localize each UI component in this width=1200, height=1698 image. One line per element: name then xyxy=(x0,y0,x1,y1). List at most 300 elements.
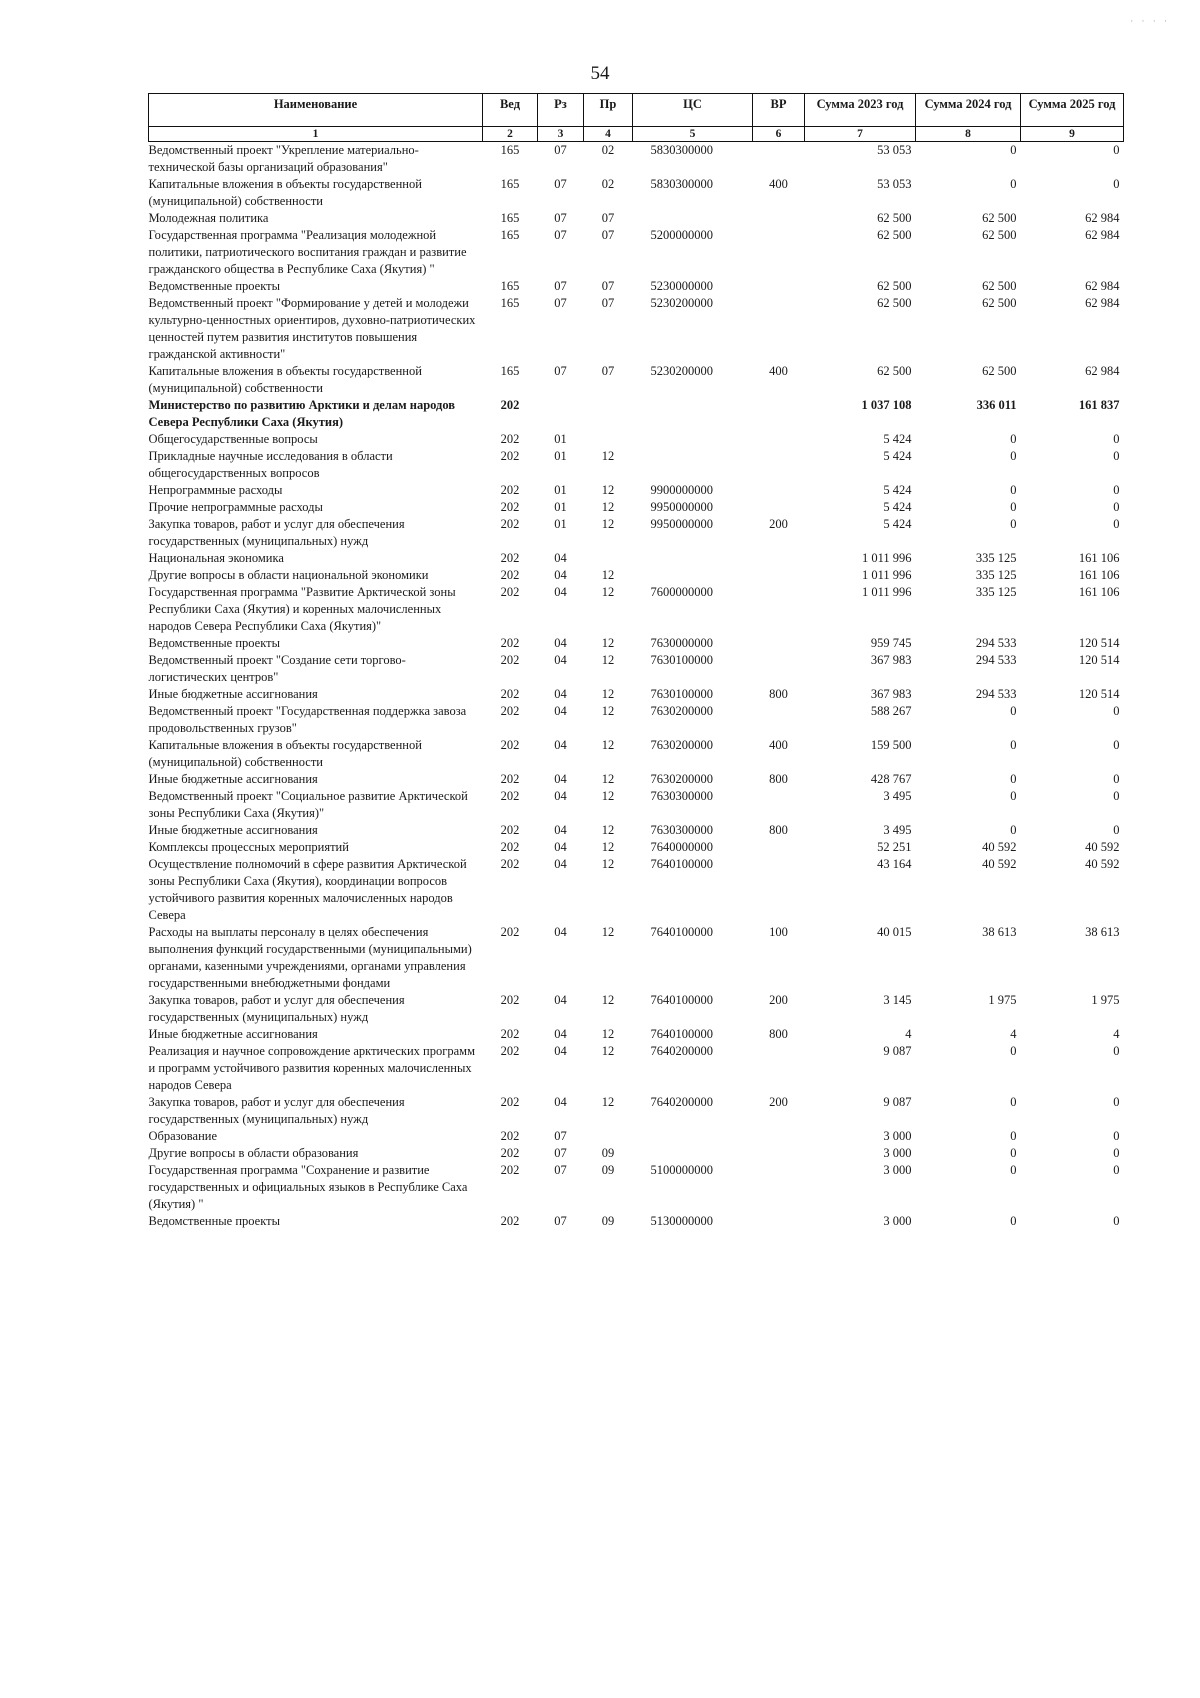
row-sum-2023: 62 500 xyxy=(877,364,912,378)
table-row xyxy=(149,1043,1124,1094)
row-vr xyxy=(753,227,805,278)
table-body xyxy=(149,142,1124,1231)
header-sum-2024: Сумма 2024 год xyxy=(916,94,1021,127)
row-pr xyxy=(584,431,633,448)
row-sum-2023: 1 011 996 xyxy=(861,568,912,582)
table-row xyxy=(149,584,1124,635)
row-name: Ведомственные проекты xyxy=(148,636,281,650)
row-sum-2023: 588 267 xyxy=(870,704,912,718)
row-pr: 12 xyxy=(601,925,615,939)
row-sum-2025: 0 xyxy=(1113,1146,1120,1160)
row-name: Другие вопросы в области образования xyxy=(148,1146,359,1160)
row-pr: 12 xyxy=(601,1044,615,1058)
row-ved: 202 xyxy=(500,857,520,871)
row-vr xyxy=(753,1128,805,1145)
row-sum-2023: 367 983 xyxy=(870,653,912,667)
row-cs: 7630200000 xyxy=(650,772,713,786)
row-ved: 165 xyxy=(500,143,520,157)
row-sum-2024: 0 xyxy=(1010,772,1017,786)
row-ved: 165 xyxy=(500,364,520,378)
row-cs xyxy=(633,397,753,431)
row-rz: 04 xyxy=(554,653,567,667)
row-rz: 04 xyxy=(554,823,567,837)
row-vr: 200 xyxy=(769,1095,788,1109)
row-vr xyxy=(753,499,805,516)
row-sum-2023: 53 053 xyxy=(877,177,912,191)
row-cs: 9900000000 xyxy=(650,483,713,497)
row-vr xyxy=(753,1213,805,1230)
row-rz: 04 xyxy=(554,772,567,786)
row-name: Образование xyxy=(148,1129,218,1143)
row-pr xyxy=(584,397,633,431)
row-cs: 7640100000 xyxy=(650,925,713,939)
column-number: 4 xyxy=(584,127,633,142)
row-sum-2025: 161 106 xyxy=(1078,568,1120,582)
row-sum-2023: 4 xyxy=(905,1027,912,1041)
row-sum-2024: 62 500 xyxy=(982,364,1017,378)
row-rz: 07 xyxy=(554,1129,567,1143)
row-vr xyxy=(753,295,805,363)
row-sum-2025: 0 xyxy=(1113,789,1120,803)
row-pr: 12 xyxy=(601,738,615,752)
row-pr: 12 xyxy=(601,1027,615,1041)
row-sum-2025: 62 984 xyxy=(1085,211,1120,225)
row-ved: 202 xyxy=(500,551,520,565)
row-cs: 7600000000 xyxy=(650,585,713,599)
row-ved: 202 xyxy=(500,1044,520,1058)
row-ved: 165 xyxy=(500,279,520,293)
row-vr xyxy=(753,567,805,584)
row-sum-2023: 5 424 xyxy=(883,432,912,446)
row-sum-2024: 0 xyxy=(1010,1163,1017,1177)
column-number-row xyxy=(149,127,1124,142)
row-ved: 202 xyxy=(500,925,520,939)
row-rz: 04 xyxy=(554,857,567,871)
row-cs: 7640100000 xyxy=(650,857,713,871)
row-vr xyxy=(753,482,805,499)
row-rz: 07 xyxy=(554,228,567,242)
row-name: Реализация и научное сопровождение арктических программ и программ устойчивого развития коренных малочисленных народов Севера xyxy=(148,1044,475,1092)
table-row xyxy=(149,431,1124,448)
row-sum-2024: 40 592 xyxy=(982,840,1017,854)
row-vr: 200 xyxy=(769,517,788,531)
table-row xyxy=(149,788,1124,822)
table-row xyxy=(149,550,1124,567)
row-sum-2025: 62 984 xyxy=(1085,228,1120,242)
row-sum-2023: 159 500 xyxy=(870,738,912,752)
row-sum-2025: 120 514 xyxy=(1078,653,1120,667)
row-ved: 202 xyxy=(500,636,520,650)
row-sum-2024: 0 xyxy=(1010,1129,1017,1143)
row-sum-2025: 161 106 xyxy=(1078,585,1120,599)
row-sum-2025: 0 xyxy=(1113,704,1120,718)
row-vr xyxy=(753,635,805,652)
row-ved: 202 xyxy=(500,1095,520,1109)
row-name: Министерство по развитию Арктики и делам народов Севера Республики Саха (Якутия) xyxy=(148,398,456,429)
header-sum-2025: Сумма 2025 год xyxy=(1021,94,1124,127)
row-sum-2024: 294 533 xyxy=(975,653,1017,667)
row-ved: 202 xyxy=(500,500,520,514)
row-rz: 04 xyxy=(554,1027,567,1041)
row-name: Ведомственные проекты xyxy=(148,1214,281,1228)
row-sum-2023: 5 424 xyxy=(883,500,912,514)
row-rz: 04 xyxy=(554,840,567,854)
row-sum-2025: 0 xyxy=(1113,1163,1120,1177)
row-cs xyxy=(633,210,753,227)
row-rz: 01 xyxy=(554,517,567,531)
row-pr: 12 xyxy=(601,500,615,514)
table-row xyxy=(149,210,1124,227)
table-row xyxy=(149,176,1124,210)
row-vr xyxy=(753,448,805,482)
table-row xyxy=(149,686,1124,703)
row-rz: 01 xyxy=(554,449,567,463)
row-pr: 12 xyxy=(601,449,615,463)
row-cs: 7630200000 xyxy=(650,738,713,752)
row-sum-2024: 0 xyxy=(1010,1044,1017,1058)
row-rz: 04 xyxy=(554,1095,567,1109)
table-row xyxy=(149,771,1124,788)
row-ved: 202 xyxy=(500,823,520,837)
row-sum-2024: 0 xyxy=(1010,1146,1017,1160)
row-pr: 12 xyxy=(601,772,615,786)
row-ved: 202 xyxy=(500,840,520,854)
table-row xyxy=(149,856,1124,924)
row-pr: 07 xyxy=(601,228,615,242)
row-sum-2024: 62 500 xyxy=(982,211,1017,225)
table-row xyxy=(149,635,1124,652)
row-sum-2024: 0 xyxy=(1010,483,1017,497)
header-sum-2023: Сумма 2023 год xyxy=(805,94,916,127)
row-ved: 202 xyxy=(500,568,520,582)
row-pr: 12 xyxy=(601,704,615,718)
row-name: Иные бюджетные ассигнования xyxy=(148,823,318,837)
row-ved: 202 xyxy=(500,687,520,701)
row-vr xyxy=(753,856,805,924)
row-sum-2025: 161 106 xyxy=(1078,551,1120,565)
row-name: Непрограммные расходы xyxy=(148,483,283,497)
table-row xyxy=(149,652,1124,686)
row-cs: 5230200000 xyxy=(650,296,713,310)
row-sum-2023: 9 087 xyxy=(883,1044,912,1058)
row-rz: 01 xyxy=(554,483,567,497)
column-number: 8 xyxy=(916,127,1021,142)
row-ved: 202 xyxy=(500,772,520,786)
row-sum-2024: 336 011 xyxy=(976,398,1017,412)
table-row xyxy=(149,227,1124,278)
row-sum-2024: 40 592 xyxy=(982,857,1017,871)
row-ved: 202 xyxy=(500,1214,520,1228)
row-sum-2024: 4 xyxy=(1010,1027,1017,1041)
row-sum-2024: 62 500 xyxy=(982,296,1017,310)
row-name: Закупка товаров, работ и услуг для обеспечения государственных (муниципальных) нужд xyxy=(148,517,405,548)
row-cs: 7640100000 xyxy=(650,993,713,1007)
column-number: 5 xyxy=(633,127,753,142)
row-vr: 800 xyxy=(769,823,788,837)
row-sum-2025: 0 xyxy=(1113,517,1120,531)
row-rz: 07 xyxy=(554,143,567,157)
row-name: Иные бюджетные ассигнования xyxy=(148,772,318,786)
table-row xyxy=(149,1128,1124,1145)
row-ved: 202 xyxy=(500,432,520,446)
row-sum-2024: 62 500 xyxy=(982,279,1017,293)
row-sum-2023: 3 000 xyxy=(883,1214,912,1228)
row-rz: 04 xyxy=(554,687,567,701)
table-row xyxy=(149,737,1124,771)
row-name: Иные бюджетные ассигнования xyxy=(148,1027,318,1041)
row-sum-2023: 5 424 xyxy=(883,483,912,497)
row-vr xyxy=(753,788,805,822)
row-vr xyxy=(753,1162,805,1213)
row-sum-2023: 367 983 xyxy=(870,687,912,701)
table-row xyxy=(149,516,1124,550)
row-rz: 04 xyxy=(554,585,567,599)
row-pr: 02 xyxy=(601,177,615,191)
table-row xyxy=(149,822,1124,839)
row-vr xyxy=(753,703,805,737)
row-cs xyxy=(633,1145,753,1162)
row-name: Ведомственный проект "Укрепление материально-технической базы организаций образования" xyxy=(148,143,419,174)
row-rz: 07 xyxy=(554,177,567,191)
row-sum-2025: 0 xyxy=(1113,500,1120,514)
row-pr: 09 xyxy=(601,1163,615,1177)
row-vr xyxy=(753,397,805,431)
table-header xyxy=(149,94,1124,142)
table-row xyxy=(149,295,1124,363)
row-sum-2025: 0 xyxy=(1113,432,1120,446)
row-vr xyxy=(753,278,805,295)
row-ved: 165 xyxy=(500,296,520,310)
row-sum-2024: 0 xyxy=(1010,789,1017,803)
row-sum-2023: 1 037 108 xyxy=(861,398,912,412)
row-rz: 01 xyxy=(554,432,567,446)
row-pr xyxy=(584,550,633,567)
row-cs: 9950000000 xyxy=(650,517,713,531)
row-name: Государственная программа "Сохранение и развитие государственных и официальных языков в Республике Саха (Якутия) " xyxy=(148,1163,468,1211)
row-pr: 12 xyxy=(601,687,615,701)
row-name: Закупка товаров, работ и услуг для обеспечения государственных (муниципальных) нужд xyxy=(148,1095,405,1126)
row-cs xyxy=(633,431,753,448)
row-vr: 800 xyxy=(769,687,788,701)
row-ved: 202 xyxy=(500,738,520,752)
row-sum-2023: 62 500 xyxy=(877,211,912,225)
row-name: Национальная экономика xyxy=(148,551,284,565)
row-rz: 07 xyxy=(554,1214,567,1228)
row-pr: 09 xyxy=(601,1214,615,1228)
row-sum-2023: 62 500 xyxy=(877,279,912,293)
table-row xyxy=(149,363,1124,397)
row-sum-2025: 0 xyxy=(1113,483,1120,497)
column-number: 9 xyxy=(1021,127,1124,142)
row-cs xyxy=(633,567,753,584)
row-rz: 04 xyxy=(554,738,567,752)
row-sum-2025: 0 xyxy=(1113,1129,1120,1143)
row-sum-2024: 0 xyxy=(1010,500,1017,514)
row-sum-2024: 0 xyxy=(1010,738,1017,752)
row-sum-2024: 0 xyxy=(1010,432,1017,446)
row-rz: 07 xyxy=(554,1146,567,1160)
budget-table xyxy=(148,93,1124,1230)
table-row xyxy=(149,1213,1124,1230)
row-pr: 12 xyxy=(601,517,615,531)
row-sum-2023: 5 424 xyxy=(883,517,912,531)
row-pr: 12 xyxy=(601,857,615,871)
row-cs: 7640200000 xyxy=(650,1044,713,1058)
scan-artifact: · · · · xyxy=(1130,16,1170,26)
row-sum-2025: 62 984 xyxy=(1085,279,1120,293)
table-row xyxy=(149,1026,1124,1043)
header-name: Наименование xyxy=(149,94,483,127)
row-name: Государственная программа "Развитие Арктической зоны Республики Саха (Якутия) и коренных малочисленных народов Севера Республики Саха (Якутия)" xyxy=(148,585,456,633)
row-sum-2023: 5 424 xyxy=(883,449,912,463)
row-name: Молодежная политика xyxy=(148,211,269,225)
row-sum-2024: 0 xyxy=(1010,449,1017,463)
row-sum-2024: 0 xyxy=(1010,177,1017,191)
row-cs: 7640100000 xyxy=(650,1027,713,1041)
row-ved: 202 xyxy=(500,449,520,463)
row-sum-2024: 0 xyxy=(1010,704,1017,718)
row-name: Капитальные вложения в объекты государственной (муниципальной) собственности xyxy=(148,738,422,769)
row-name: Капитальные вложения в объекты государственной (муниципальной) собственности xyxy=(148,177,422,208)
row-pr: 07 xyxy=(601,296,615,310)
row-rz: 04 xyxy=(554,993,567,1007)
row-pr: 12 xyxy=(601,823,615,837)
row-name: Ведомственный проект "Социальное развитие Арктической зоны Республики Саха (Якутия)" xyxy=(148,789,468,820)
row-ved: 202 xyxy=(500,993,520,1007)
header-row xyxy=(149,94,1124,127)
column-number: 3 xyxy=(538,127,584,142)
row-rz: 07 xyxy=(554,211,567,225)
row-cs: 5100000000 xyxy=(650,1163,713,1177)
row-sum-2025: 0 xyxy=(1113,143,1120,157)
row-name: Расходы на выплаты персоналу в целях обеспечения выполнения функций государственными (муниципальными) органами, казенными учреждениями, органами управления государственными внебюджетными фондами xyxy=(148,925,472,990)
row-rz: 01 xyxy=(554,500,567,514)
row-sum-2023: 3 000 xyxy=(883,1129,912,1143)
row-sum-2024: 335 125 xyxy=(975,585,1017,599)
row-sum-2023: 62 500 xyxy=(877,296,912,310)
row-rz: 07 xyxy=(554,364,567,378)
row-name: Ведомственные проекты xyxy=(148,279,281,293)
row-sum-2024: 0 xyxy=(1010,823,1017,837)
row-ved: 202 xyxy=(500,483,520,497)
row-sum-2024: 1 975 xyxy=(988,993,1017,1007)
row-name: Капитальные вложения в объекты государственной (муниципальной) собственности xyxy=(148,364,422,395)
row-cs xyxy=(633,1128,753,1145)
table-row xyxy=(149,703,1124,737)
table-row xyxy=(149,499,1124,516)
row-pr: 07 xyxy=(601,364,615,378)
row-pr: 12 xyxy=(601,789,615,803)
row-rz: 07 xyxy=(554,279,567,293)
row-rz: 07 xyxy=(554,1163,567,1177)
row-sum-2025: 40 592 xyxy=(1085,840,1120,854)
row-pr: 07 xyxy=(601,279,615,293)
row-name: Общегосударственные вопросы xyxy=(148,432,318,446)
row-sum-2023: 43 164 xyxy=(877,857,912,871)
row-name: Осуществление полномочий в сфере развития Арктической зоны Республики Саха (Якутия), координации вопросов устойчивого развития коренных малочисленных народов Севера xyxy=(148,857,467,922)
row-vr: 200 xyxy=(769,993,788,1007)
row-ved: 202 xyxy=(500,1129,520,1143)
row-sum-2023: 9 087 xyxy=(883,1095,912,1109)
row-vr: 400 xyxy=(769,364,788,378)
row-ved: 202 xyxy=(500,1146,520,1160)
row-pr: 09 xyxy=(601,1146,615,1160)
row-pr: 12 xyxy=(601,568,615,582)
row-pr: 12 xyxy=(601,483,615,497)
header-vr: ВР xyxy=(753,94,805,127)
row-cs: 5200000000 xyxy=(650,228,713,242)
row-sum-2025: 40 592 xyxy=(1085,857,1120,871)
header-rz: Рз xyxy=(538,94,584,127)
row-sum-2023: 52 251 xyxy=(877,840,912,854)
table-row xyxy=(149,992,1124,1026)
row-ved: 202 xyxy=(500,789,520,803)
column-number: 7 xyxy=(805,127,916,142)
row-cs: 7640000000 xyxy=(650,840,713,854)
row-cs: 5130000000 xyxy=(650,1214,713,1228)
row-name: Другие вопросы в области национальной экономики xyxy=(148,568,429,582)
row-name: Ведомственный проект "Создание сети торгово-логистических центров" xyxy=(148,653,406,684)
row-sum-2025: 0 xyxy=(1113,738,1120,752)
row-ved: 165 xyxy=(500,228,520,242)
row-cs xyxy=(633,448,753,482)
row-sum-2024: 62 500 xyxy=(982,228,1017,242)
table-row xyxy=(149,1145,1124,1162)
row-vr xyxy=(753,210,805,227)
row-sum-2025: 0 xyxy=(1113,1095,1120,1109)
row-vr: 800 xyxy=(769,772,788,786)
row-cs xyxy=(633,550,753,567)
row-sum-2023: 959 745 xyxy=(870,636,912,650)
row-vr xyxy=(753,1145,805,1162)
row-vr: 800 xyxy=(769,1027,788,1041)
row-vr xyxy=(753,584,805,635)
row-sum-2024: 335 125 xyxy=(975,551,1017,565)
row-ved: 202 xyxy=(500,1027,520,1041)
column-number: 6 xyxy=(753,127,805,142)
table-row xyxy=(149,482,1124,499)
row-sum-2025: 4 xyxy=(1113,1027,1120,1041)
row-sum-2025: 120 514 xyxy=(1078,687,1120,701)
row-pr: 02 xyxy=(601,143,615,157)
row-sum-2025: 62 984 xyxy=(1085,296,1120,310)
row-vr: 400 xyxy=(769,738,788,752)
row-sum-2024: 0 xyxy=(1010,1095,1017,1109)
row-cs: 9950000000 xyxy=(650,500,713,514)
row-rz: 04 xyxy=(554,789,567,803)
column-number: 1 xyxy=(149,127,483,142)
row-rz: 04 xyxy=(554,1044,567,1058)
row-vr xyxy=(753,839,805,856)
row-sum-2025: 161 837 xyxy=(1078,398,1120,412)
row-vr xyxy=(753,1043,805,1094)
row-pr: 12 xyxy=(601,636,615,650)
row-rz xyxy=(538,397,584,431)
row-name: Закупка товаров, работ и услуг для обеспечения государственных (муниципальных) нужд xyxy=(148,993,405,1024)
row-cs: 5830300000 xyxy=(650,177,713,191)
row-sum-2023: 3 495 xyxy=(883,823,912,837)
row-sum-2023: 1 011 996 xyxy=(861,585,912,599)
row-sum-2023: 3 000 xyxy=(883,1163,912,1177)
row-cs: 7630200000 xyxy=(650,704,713,718)
row-sum-2023: 3 145 xyxy=(883,993,912,1007)
row-ved: 202 xyxy=(500,517,520,531)
row-pr: 12 xyxy=(601,840,615,854)
page-number: 54 xyxy=(590,63,610,84)
row-rz: 07 xyxy=(554,296,567,310)
row-sum-2023: 40 015 xyxy=(877,925,912,939)
row-vr: 100 xyxy=(769,925,788,939)
